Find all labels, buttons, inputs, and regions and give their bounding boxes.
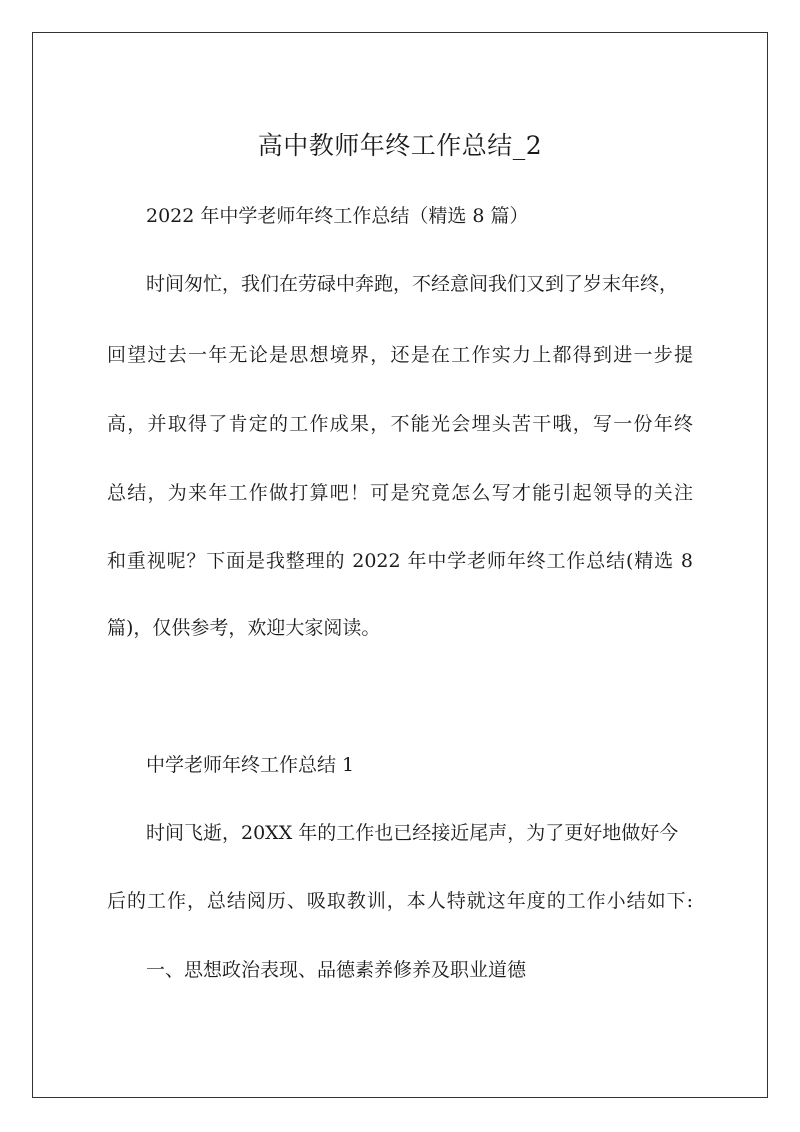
intro-line-5: 和重视呢？下面是我整理的 2022 年中学老师年终工作总结(精选 8: [107, 550, 693, 572]
body-line-2: 后的工作，总结阅历、吸取教训，本人特就这年度的工作小结如下:: [107, 890, 693, 912]
section-subheading: 一、思想政治表现、品德素养修养及职业道德: [146, 959, 527, 981]
document-title: 高中教师年终工作总结_2: [257, 131, 543, 160]
intro-line-4: 总结，为来年工作做打算吧！可是究竟怎么写才能引起领导的关注: [107, 482, 693, 504]
body-line-1: 时间飞逝，20XX 年的工作也已经接近尾声，为了更好地做好今: [146, 822, 679, 844]
intro-line-2: 回望过去一年无论是思想境界，还是在工作实力上都得到进一步提: [107, 344, 693, 366]
intro-line-1: 时间匆忙，我们在劳碌中奔跑，不经意间我们又到了岁末年终，: [146, 273, 679, 295]
intro-line-6: 篇)，仅供参考，欢迎大家阅读。: [107, 617, 381, 639]
intro-line-3: 高，并取得了肯定的工作成果，不能光会埋头苦干哦，写一份年终: [107, 413, 693, 435]
document-subtitle: 2022 年中学老师年终工作总结（精选 8 篇）: [146, 205, 529, 227]
section-heading: 中学老师年终工作总结 1: [146, 754, 355, 776]
